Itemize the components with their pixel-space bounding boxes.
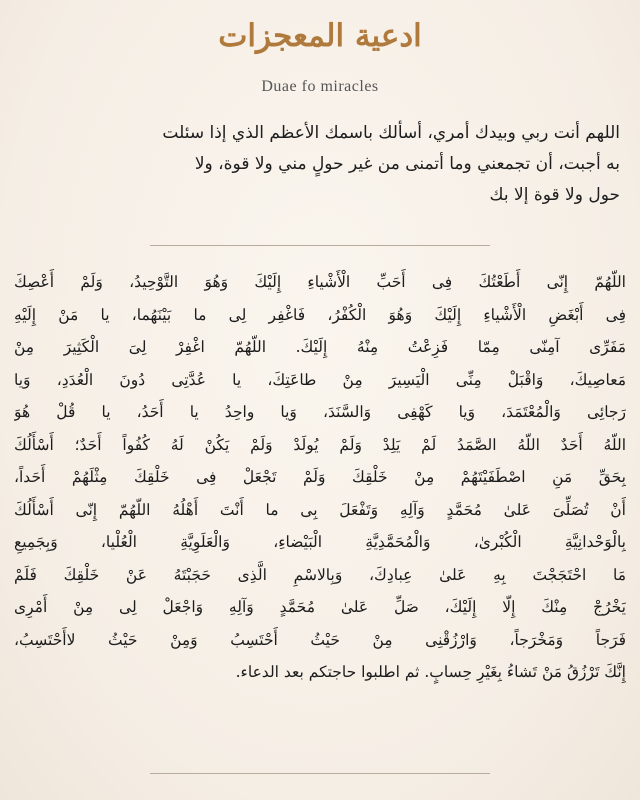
- page-title: ادعية المعجزات: [218, 18, 422, 54]
- prayer-line: اللّهُ أَحَدٌ اللّهُ الصَّمَدُ لَمْ يَلِدْ وَلَمْ يُولَدْ وَلَمْ يَكُنْ لَهُ كُفُواً أَحَدٌ؛ أَسْأَلُكَ: [14, 435, 626, 454]
- prayer-line: اللّهُمّ إِنّى أَطَعْتُكَ فِى أَحَبِّ الْأَشْياءِ إِلَيْكَ وَهُوَ التَّوْحِيدُ، وَلَمْ أَعْصِكَ: [14, 273, 626, 291]
- intro-paragraph: [20, 118, 620, 211]
- prayer-line: مَا احْتَجَجْتَ بِهِ عَلىٰ عِبادِكَ، وَبِالاسْمِ الَّذِى حَجَبْتَهُ عَنْ خَلْقِكَ فَلَمْ: [14, 565, 626, 584]
- intro-line: اللهم أنت ربي وبيدك أمري، أسألك باسمك الأعظم الذي إذا سئلت: [162, 123, 620, 143]
- prayer-line: يَخْرُجْ مِنْكَ إِلّا إِلَيْكَ، صَلِّ عَلىٰ مُحَمَّدٍ وَآلِهِ وَاجْعَلْ لِى مِنْ أَمْرِى: [14, 598, 626, 616]
- prayer-line: فَرَجاً وَمَخْرَجاً، وَارْزُقْنِى مِنْ حَيْثُ أَحْتَسِبُ وَمِنْ حَيْثُ لاأَحْتَسِبُ،: [14, 630, 626, 649]
- top-divider: [150, 245, 490, 246]
- prayer-line: مَعاصِيكَ، وَاقْبَلْ مِنِّى الْيَسِيرَ مِنْ طاعَتِكَ، يا عُدَّتِى دُونَ الْعُدَدِ، وَيا: [14, 370, 626, 389]
- page-subtitle: Duae fo miracles: [261, 78, 379, 95]
- prayer-line: بِالْوَحْدانِيَّةِ الْكُبْرىٰ، وَالْمُحَمَّدِيَّةِ الْبَيْضاءِ، وَالْعَلَوِيَّةِ الْعُلْيا، وَبِجَمِيعِ: [14, 533, 626, 551]
- intro-line: به أجبت، أن تجمعني وما أتمنى من غير حولٍ مني ولا قوة، ولا: [194, 154, 620, 174]
- prayer-paragraph: [14, 266, 626, 689]
- prayer-line: رَجائِى وَالْمُعْتَمَدَ، وَيا كَهْفِى وَالسَّنَدَ، وَيا واحِدُ يا أَحَدُ، يا قُلْ هُوَ: [14, 403, 626, 421]
- intro-line: حول ولا قوة إلا بك: [489, 185, 620, 205]
- prayer-line: أَنْ تُصَلِّىَ عَلىٰ مُحَمَّدٍ وَآلِهِ وَتَفْعَلَ بِى ما أَنْتَ أَهْلُهُ اللّهُمّ إِنّى أَسْأَلُكَ: [14, 500, 626, 519]
- prayer-line: فِى أَبْغَضِ الْأَشْياءِ إِلَيْكَ وَهُوَ الْكُفْرُ، فَاغْفِر لِى ما بَيْنَهُما، يا مَنْ إِلَيْهِ: [14, 305, 626, 324]
- prayer-line: إِنَّكَ تَرْزُقُ مَنْ تَشاءُ بِغَيْرِ حِسابٍ. ثم اطلبوا حاجتكم بعد الدعاء.: [235, 663, 626, 681]
- prayer-line: مَفَرِّى آمِنّى مِمّا فَزِعْتُ مِنْهُ إِلَيْكَ. اللّهُمّ اغْفِرْ لِىَ الْكَثِيرَ مِنْ: [14, 338, 626, 356]
- prayer-line: بِحَقِّ مَنِ اصْطَفَيْتَهُمْ مِنْ خَلْقِكَ وَلَمْ تَجْعَلْ فِى خَلْقِكَ مِثْلَهُمْ أَحَداً،: [14, 468, 626, 486]
- bottom-divider: [150, 773, 490, 774]
